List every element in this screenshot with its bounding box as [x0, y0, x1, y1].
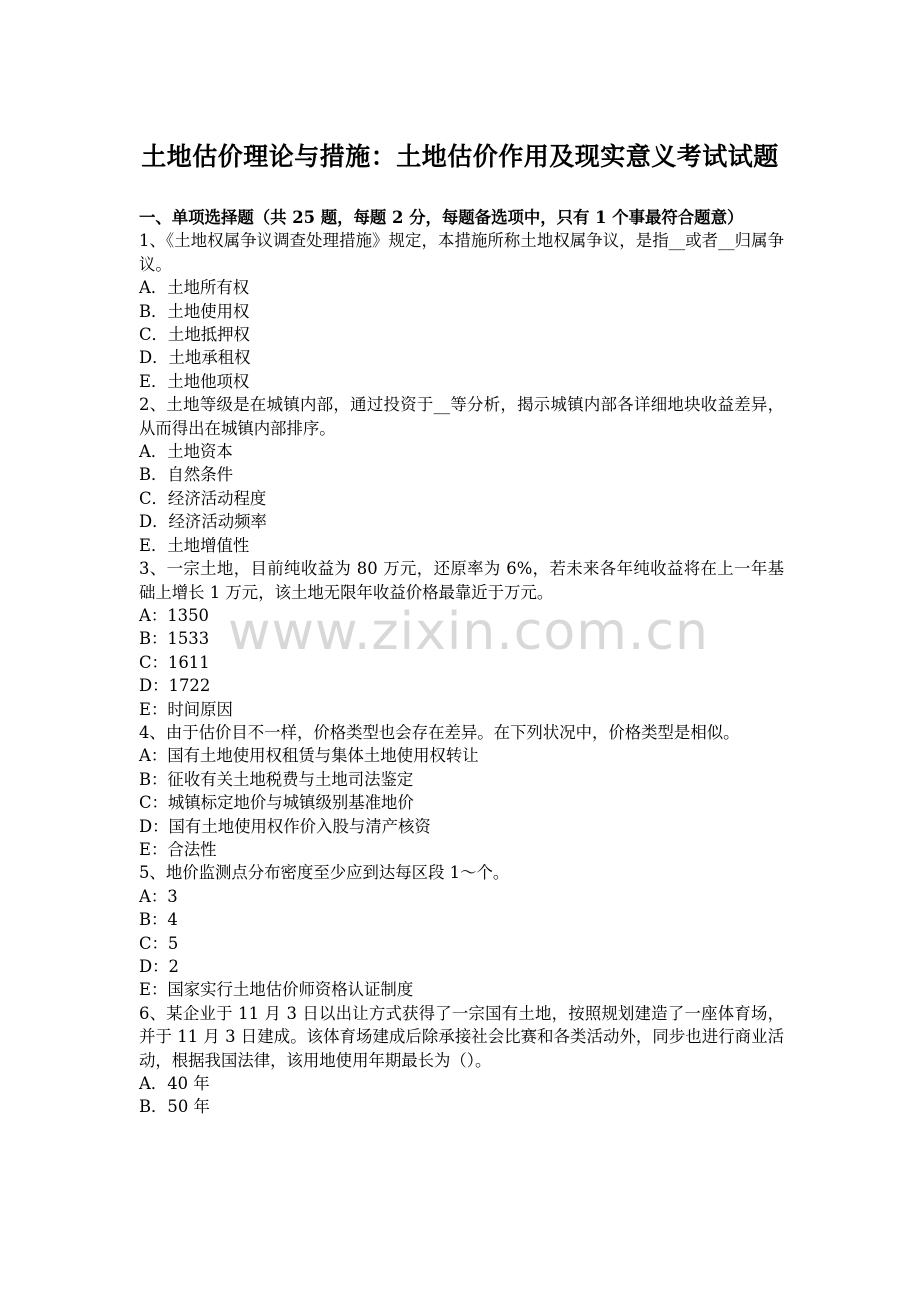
question-stem: 4、由于估价目不一样，价格类型也会存在差异。在下列状况中，价格类型是相似。 [139, 722, 740, 742]
option-b: B：4 [139, 910, 178, 930]
option-e: E．土地他项权 [139, 371, 250, 391]
option-c: C：城镇标定地价与城镇级别基准地价 [139, 793, 414, 813]
question-1 [139, 229, 784, 393]
question-3 [139, 557, 784, 721]
question-list [139, 206, 784, 1119]
option-a: A：1350 [139, 605, 209, 625]
option-a: A．40 年 [139, 1074, 210, 1094]
option-c: C：1611 [139, 652, 210, 672]
option-b: B：1533 [139, 629, 210, 649]
section-heading: 一、单项选择题（共 25 题，每题 2 分，每题备选项中，只有 1 个事最符合题意） [139, 208, 744, 227]
option-c: C：5 [139, 933, 179, 953]
option-d: D：国有土地使用权作价入股与清产核资 [139, 816, 431, 836]
option-b: B．自然条件 [139, 465, 233, 485]
option-b: B．土地使用权 [139, 301, 250, 321]
option-b: B．50 年 [139, 1097, 210, 1117]
watermark: www.zixin.com.cn [228, 602, 709, 662]
question-5 [139, 861, 784, 1001]
question-6 [139, 1002, 784, 1119]
question-stem: 1、《土地权属争议调查处理措施》规定，本措施所称土地权属争议，是指__或者__归属争议。 [139, 231, 784, 274]
option-a: A．土地所有权 [139, 278, 250, 298]
page-title: 土地估价理论与措施：土地估价作用及现实意义考试试题 [141, 142, 779, 171]
option-d: D：1722 [139, 676, 211, 696]
option-c: C．土地抵押权 [139, 325, 250, 345]
option-a: A．土地资本 [139, 442, 233, 462]
option-b: B：征收有关土地税费与土地司法鉴定 [139, 769, 414, 789]
question-stem: 2、土地等级是在城镇内部，通过投资于__等分析，揭示城镇内部各详细地块收益差异，从而得出在城镇内部排序。 [139, 395, 784, 438]
option-d: D．土地承租权 [139, 348, 251, 368]
option-e: E：时间原因 [139, 699, 233, 719]
option-e: E：国家实行土地估价师资格认证制度 [139, 980, 414, 1000]
question-stem: 3、一宗土地，目前纯收益为 80 万元，还原率为 6%，若未来各年纯收益将在上一年基础上增长 1 万元，该土地无限年收益价格最靠近于万元。 [139, 559, 784, 602]
question-stem: 6、某企业于 11 月 3 日以出让方式获得了一宗国有土地，按照规划建造了一座体育场，并于 11 月 3 日建成。该体育场建成后除承接社会比赛和各类活动外，同步也进行商业活动，根据我国法律，该用地使用年期最长为（）。 [139, 1003, 784, 1070]
option-e: E：合法性 [139, 839, 217, 859]
question-stem: 5、地价监测点分布密度至少应到达每区段 1～个。 [139, 863, 510, 883]
option-a: A：3 [139, 886, 178, 906]
option-e: E．土地增值性 [139, 535, 250, 555]
question-4 [139, 721, 784, 861]
option-c: C．经济活动程度 [139, 488, 267, 508]
question-2 [139, 393, 784, 557]
option-a: A：国有土地使用权租赁与集体土地使用权转让 [139, 746, 479, 766]
option-d: D．经济活动频率 [139, 512, 267, 532]
option-d: D：2 [139, 957, 179, 976]
